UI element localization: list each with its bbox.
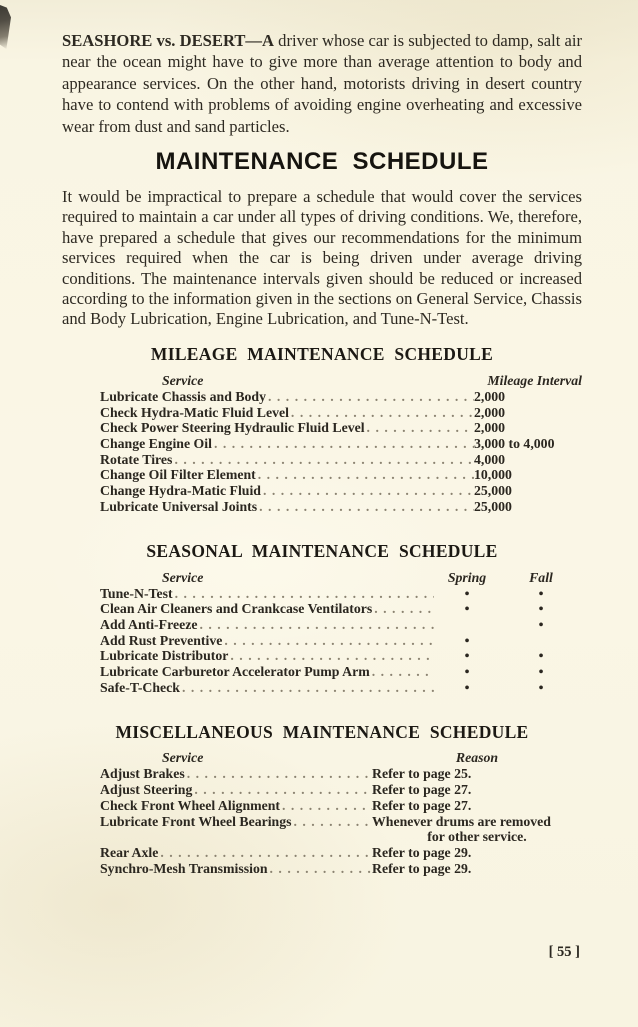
service-cell: Rear Axle <box>100 844 159 860</box>
service-cell: Add Anti-Freeze <box>100 616 198 632</box>
intro-lead-text: SEASHORE vs. DESERT—A <box>62 31 275 50</box>
reason-line-1: Refer to page 25. <box>372 766 472 782</box>
service-cell: Adjust Brakes <box>100 766 185 782</box>
dot-leader <box>266 389 474 405</box>
reason-column-header: Reason <box>455 750 499 766</box>
dot-leader <box>173 586 434 602</box>
service-cell: Clean Air Cleaners and Crankcase Ventilators <box>100 601 373 617</box>
reason-line-1: Refer to page 27. <box>372 797 472 813</box>
service-cell: Check Power Steering Hydraulic Fluid Level <box>100 420 365 436</box>
seasonal-table-row <box>100 601 582 617</box>
service-cell: Synchro-Mesh Transmission <box>100 860 268 876</box>
service-column-header: Service <box>162 750 204 766</box>
service-cell: Lubricate Front Wheel Bearings <box>100 813 292 829</box>
miscellaneous-schedule-section <box>62 722 582 876</box>
dot-leader <box>365 420 474 436</box>
reason-line-1: Refer to page 29. <box>372 860 472 876</box>
mileage-table-row <box>100 483 582 499</box>
dot-leader <box>180 680 434 696</box>
fall-bullet-cell: • <box>538 585 544 601</box>
reason-line-1: Whenever drums are removed <box>372 813 551 829</box>
fall-bullet-cell: • <box>538 648 544 664</box>
schedule-intro-paragraph: It would be impractical to prepare a schedule that would cover the services required to maintain a car under all types of driving conditions. We, therefore, have prepared a schedule that gives our recommendations for the minimum services required when the car is being driven under average driving conditions. The maintenance intervals given should be reduced or increased according to the information given in the sections on General Service, Chassis and Body Lubrication, Engine Lubrication, and Tune-N-Test. <box>62 187 582 329</box>
service-cell: Rotate Tires <box>100 451 173 467</box>
dot-leader <box>197 617 434 633</box>
mileage-table-row <box>100 389 582 405</box>
service-cell: Lubricate Distributor <box>100 648 229 664</box>
interval-cell: 2,000 <box>474 420 506 436</box>
dot-leader <box>256 467 474 483</box>
interval-cell: 4,000 <box>474 451 506 467</box>
seasonal-schedule-section <box>62 541 582 696</box>
dot-leader <box>372 601 434 617</box>
miscellaneous-table-row <box>100 814 582 845</box>
reason-line-1: Refer to page 27. <box>372 782 472 798</box>
page-title: MAINTENANCE SCHEDULE <box>155 148 489 176</box>
interval-cell: 2,000 <box>474 404 506 420</box>
mileage-table-row <box>100 420 582 436</box>
spring-bullet-cell: • <box>464 601 470 617</box>
seasonal-table <box>100 570 582 696</box>
dot-leader <box>257 499 474 515</box>
intro-paragraph <box>62 30 582 137</box>
service-column-header: Service <box>162 372 204 388</box>
seasonal-table-row <box>100 617 582 633</box>
mileage-table-row <box>100 467 582 483</box>
fall-bullet-cell: • <box>538 664 544 680</box>
miscellaneous-table-row <box>100 782 582 798</box>
mileage-interval-column-header: Mileage Interval <box>487 372 582 388</box>
spring-bullet-cell: • <box>464 679 470 695</box>
seasonal-table-row <box>100 586 582 602</box>
dot-leader <box>289 405 474 421</box>
dot-leader <box>280 798 372 814</box>
miscellaneous-table-header <box>100 750 582 766</box>
page-number: [ 55 ] <box>548 944 580 960</box>
service-cell: Check Hydra-Matic Fluid Level <box>100 404 289 420</box>
fall-bullet-cell: • <box>538 601 544 617</box>
spring-bullet-cell: • <box>464 585 470 601</box>
interval-cell: 25,000 <box>474 483 512 499</box>
seasonal-table-row <box>100 633 582 649</box>
reason-cell <box>372 861 582 877</box>
dot-leader <box>192 782 372 798</box>
miscellaneous-table-row <box>100 798 582 814</box>
reason-line-1: Refer to page 29. <box>372 844 472 860</box>
interval-cell: 10,000 <box>474 467 512 483</box>
interval-cell: 3,000 to 4,000 <box>474 435 555 451</box>
interval-cell: 25,000 <box>474 498 512 514</box>
seasonal-table-row <box>100 648 582 664</box>
miscellaneous-table-row <box>100 845 582 861</box>
intro-body-text: driver whose car is subjected to damp, salt air near the ocean might have to give more than average attention to body and appearance services. On the other hand, motorists driving in desert country have to contend with problems of avoiding engine overheating and excessive wear from dust and sand particles. <box>62 31 583 136</box>
fall-bullet-cell: • <box>538 616 544 632</box>
mileage-table <box>100 373 582 515</box>
spring-bullet-cell: • <box>464 664 470 680</box>
reason-cell <box>372 798 582 814</box>
dot-leader <box>268 861 372 877</box>
miscellaneous-table-row <box>100 766 582 782</box>
spring-bullet-cell: • <box>464 648 470 664</box>
service-cell: Safe-T-Check <box>100 679 180 695</box>
mileage-table-row <box>100 452 582 468</box>
mileage-schedule-heading: MILEAGE MAINTENANCE SCHEDULE <box>150 343 494 364</box>
miscellaneous-schedule-heading: MISCELLANEOUS MAINTENANCE SCHEDULE <box>115 722 529 743</box>
mileage-table-row <box>100 405 582 421</box>
dot-leader <box>158 845 372 861</box>
fall-column-header: Fall <box>529 569 553 585</box>
fall-bullet-cell: • <box>538 679 544 695</box>
service-cell: Tune-N-Test <box>100 585 173 601</box>
mileage-table-row <box>100 499 582 515</box>
miscellaneous-table-body <box>100 766 582 876</box>
service-cell: Add Rust Preventive <box>100 632 223 648</box>
dot-leader <box>292 814 373 830</box>
seasonal-table-header <box>100 570 582 586</box>
service-cell: Lubricate Universal Joints <box>100 498 258 514</box>
seasonal-schedule-heading: SEASONAL MAINTENANCE SCHEDULE <box>146 540 498 561</box>
dot-leader <box>185 766 372 782</box>
service-cell: Check Front Wheel Alignment <box>100 797 280 813</box>
seasonal-table-row <box>100 680 582 696</box>
miscellaneous-table-row <box>100 861 582 877</box>
dot-leader <box>370 664 434 680</box>
service-cell: Change Engine Oil <box>100 435 212 451</box>
reason-cell <box>372 814 582 845</box>
mileage-table-header <box>100 373 582 389</box>
mileage-schedule-section <box>62 344 582 515</box>
seasonal-table-body <box>100 586 582 696</box>
miscellaneous-table <box>100 750 582 876</box>
service-cell: Lubricate Carburetor Accelerator Pump Arm <box>100 664 370 680</box>
dot-leader <box>222 633 434 649</box>
interval-cell: 2,000 <box>474 388 506 404</box>
service-cell: Lubricate Chassis and Body <box>100 388 266 404</box>
reason-cell <box>372 845 582 861</box>
service-column-header: Service <box>162 569 204 585</box>
service-cell: Adjust Steering <box>100 782 193 798</box>
mileage-table-row <box>100 436 582 452</box>
dot-leader <box>172 452 474 468</box>
dot-leader <box>228 648 434 664</box>
service-cell: Change Hydra-Matic Fluid <box>100 483 261 499</box>
reason-line-2: for other service. <box>427 829 527 845</box>
dot-leader <box>261 483 474 499</box>
seasonal-table-row <box>100 664 582 680</box>
mileage-table-body <box>100 389 582 515</box>
service-cell: Change Oil Filter Element <box>100 467 256 483</box>
dot-leader <box>212 436 474 452</box>
reason-cell <box>372 782 582 798</box>
spring-bullet-cell: • <box>464 632 470 648</box>
spring-column-header: Spring <box>447 569 487 585</box>
reason-cell <box>372 766 582 782</box>
scan-corner-artifact <box>0 5 11 49</box>
